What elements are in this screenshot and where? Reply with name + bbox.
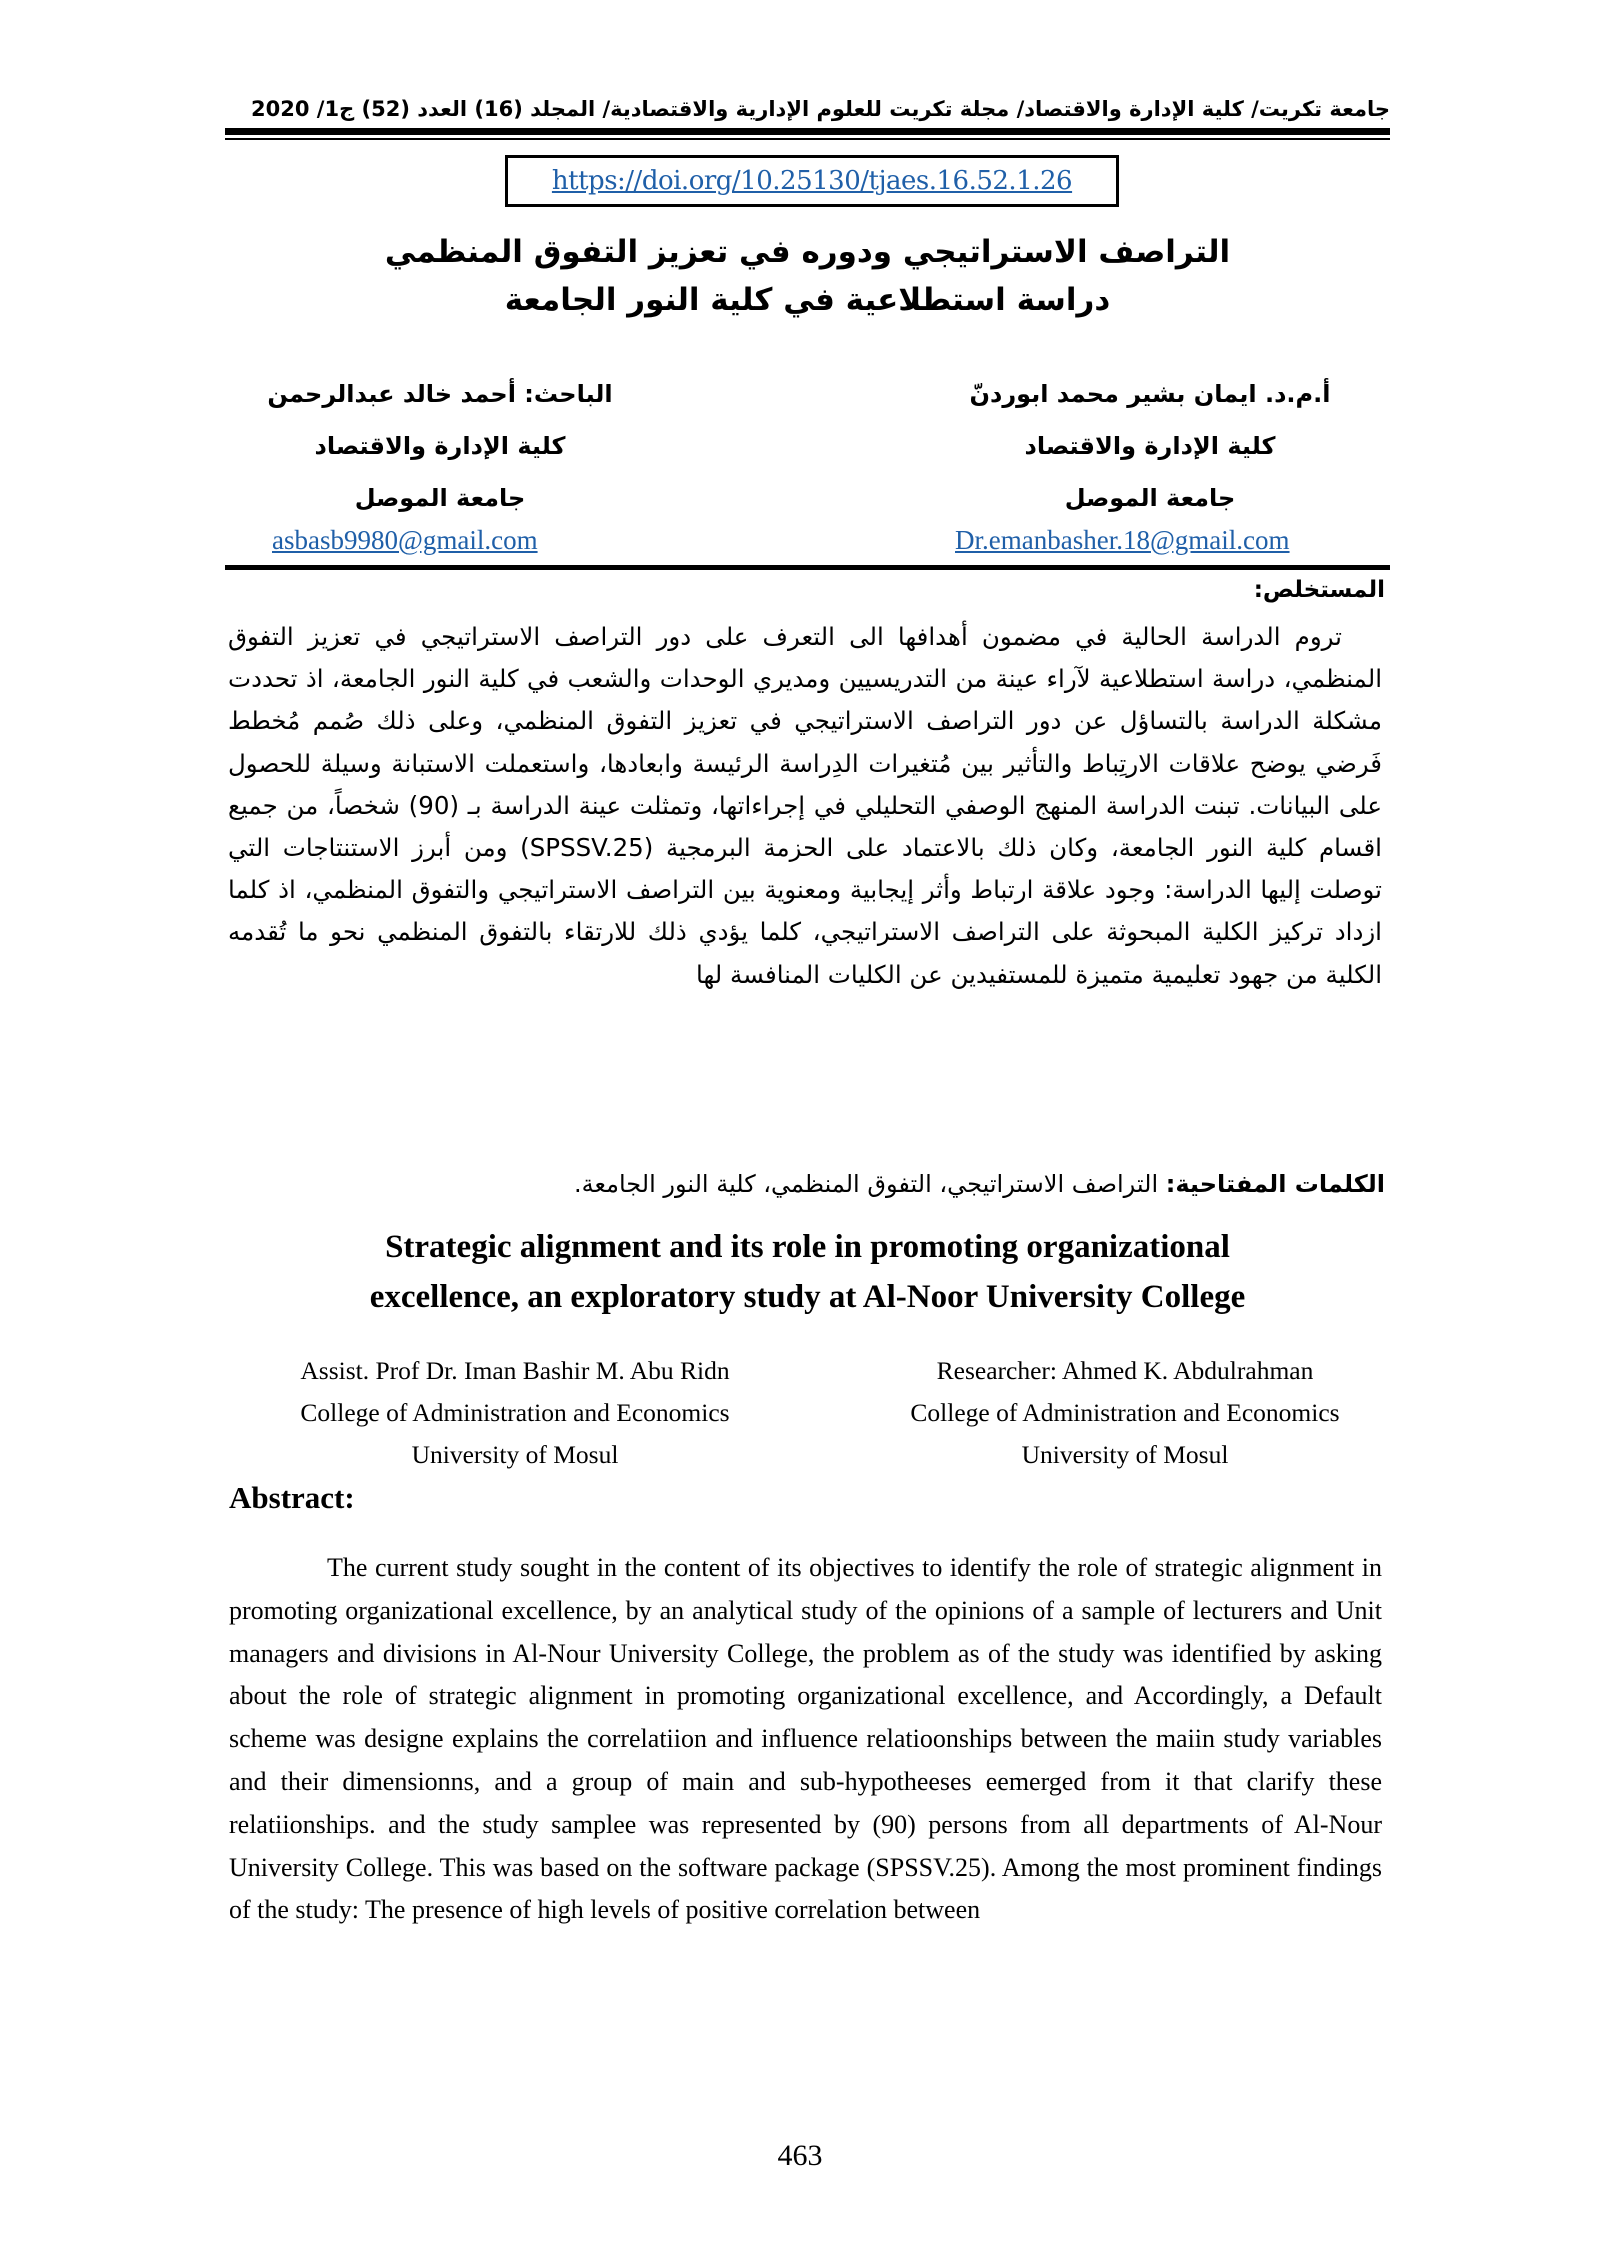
author-1-email-link[interactable]: Dr.emanbasher.18@gmail.com xyxy=(955,525,1290,555)
english-title xyxy=(225,1222,1390,1322)
header-rule-thick xyxy=(225,128,1390,135)
doi-link[interactable]: https://doi.org/10.25130/tjaes.16.52.1.26 xyxy=(551,166,1073,196)
english-author-2 xyxy=(845,1350,1405,1476)
english-author-1 xyxy=(225,1350,805,1476)
author-name: Researcher: Ahmed K. Abdulrahman xyxy=(936,1356,1314,1385)
author-name: Assist. Prof Dr. Iman Bashir M. Abu Ridn xyxy=(300,1356,730,1385)
author-university: University of Mosul xyxy=(1021,1440,1229,1469)
author-university: جامعة الموصل xyxy=(354,484,526,512)
arabic-title xyxy=(225,228,1390,324)
running-head: جامعة تكريت/ كلية الإدارة والاقتصاد/ مجلة تكريت للعلوم الإدارية والاقتصادية/ المجلد (16) العدد (52) ج1/ 2020 xyxy=(251,97,1390,121)
doi-box xyxy=(505,155,1119,207)
page-number: 463 xyxy=(777,2139,823,2172)
arabic-author-1 xyxy=(920,368,1380,524)
english-title-line-1: Strategic alignment and its role in promoting organizational xyxy=(385,1229,1230,1265)
arabic-keywords xyxy=(225,1164,1385,1204)
arabic-abstract-heading: المستخلص: xyxy=(1253,577,1385,603)
arabic-abstract-text: تروم الدراسة الحالية في مضمون أهدافها الى التعرف على دور التراصف الاستراتيجي في تعزيز التفوق المنظمي، دراسة استطلاعية لآراء عينة من التدريسيين ومديري الوحدات والشعب في كلية النور الجامعة، اذ تحددت مشكلة الدراسة بالتساؤل عن دور التراصف الاستراتيجي في تعزيز التفوق المنظمي، وعلى ذلك صُمم مُخطط فَرضي يوضح علاقات الارتِباط والتأثير بين مُتغيرات الدِراسة الرئيسة وابعادها، واستعملت الاستبانة وسيلة للحصول على البيانات. تبنت الدراسة المنهج الوصفي التحليلي في إجراءاتها، وتمثلت عينة الدراسة بـ (90) شخصاً، من جميع اقسام كلية النور الجامعة، وكان ذلك بالاعتماد على الحزمة البرمجية (SPSSV.25) ومن أبرز الاستنتاجات التي توصلت إليها الدراسة: وجود علاقة ارتباط وأثر إيجابية ومعنوية بين التراصف الاستراتيجي والتفوق المنظمي، اذ كلما ازداد تركيز الكلية المبحوثة على التراصف الاستراتيجي، كلما يؤدي ذلك للارتقاء بالتفوق المنظمي نحو ما تُقدمه الكلية من جهود تعليمية متميزة للمستفيدين عن الكليات المنافسة لها xyxy=(228,622,1382,989)
arabic-title-line-2: دراسة استطلاعية في كلية النور الجامعة xyxy=(504,282,1111,318)
author-name: أ.م.د. ايمان بشير محمد ابوردنّ xyxy=(969,380,1331,408)
keywords-label: الكلمات المفتاحية: xyxy=(1165,1170,1385,1198)
author-university: جامعة الموصل xyxy=(1064,484,1236,512)
author-college: College of Administration and Economics xyxy=(300,1398,730,1427)
english-abstract-heading: Abstract: xyxy=(229,1480,355,1515)
header-rule-thin xyxy=(225,138,1390,140)
author-university: University of Mosul xyxy=(411,1440,619,1469)
keywords-list: التراصف الاستراتيجي، التفوق المنظمي، كلية النور الجامعة. xyxy=(574,1170,1166,1198)
english-abstract-text: The current study sought in the content of its objectives to identify the role of strategic alignment in promoting organizational excellence, by an analytical study of the opinions of a sample of lecturers and Unit managers and divisions in Al-Nour University College, the problem as of the study was identified by asking about the role of strategic alignment in promoting organizational excellence, and Accordingly, a Default scheme was designe explains the correlatiion and influence relatioonships between the maiin study variables and their dimensionns, and a group of main and sub-hypotheeses eemerged from it that clarify these relatiionships. and the study samplee was represented by (90) persons from all departments of Al-Nour University College. This was based on the software package (SPSSV.25). Among the most prominent findings of the study: The presence of high levels of positive correlation between xyxy=(229,1553,1382,1925)
author-college: كلية الإدارة والاقتصاد xyxy=(1024,432,1276,460)
arabic-title-line-1: التراصف الاستراتيجي ودوره في تعزيز التفوق المنظمي xyxy=(384,234,1231,270)
section-divider xyxy=(225,565,1390,570)
author-college: كلية الإدارة والاقتصاد xyxy=(314,432,566,460)
author-2-email-link[interactable]: asbasb9980@gmail.com xyxy=(272,525,538,555)
author-college: College of Administration and Economics xyxy=(910,1398,1340,1427)
author-name: الباحث: أحمد خالد عبدالرحمن xyxy=(267,380,613,408)
english-title-line-2: excellence, an exploratory study at Al-Noor University College xyxy=(369,1279,1246,1315)
arabic-author-2 xyxy=(225,368,655,524)
